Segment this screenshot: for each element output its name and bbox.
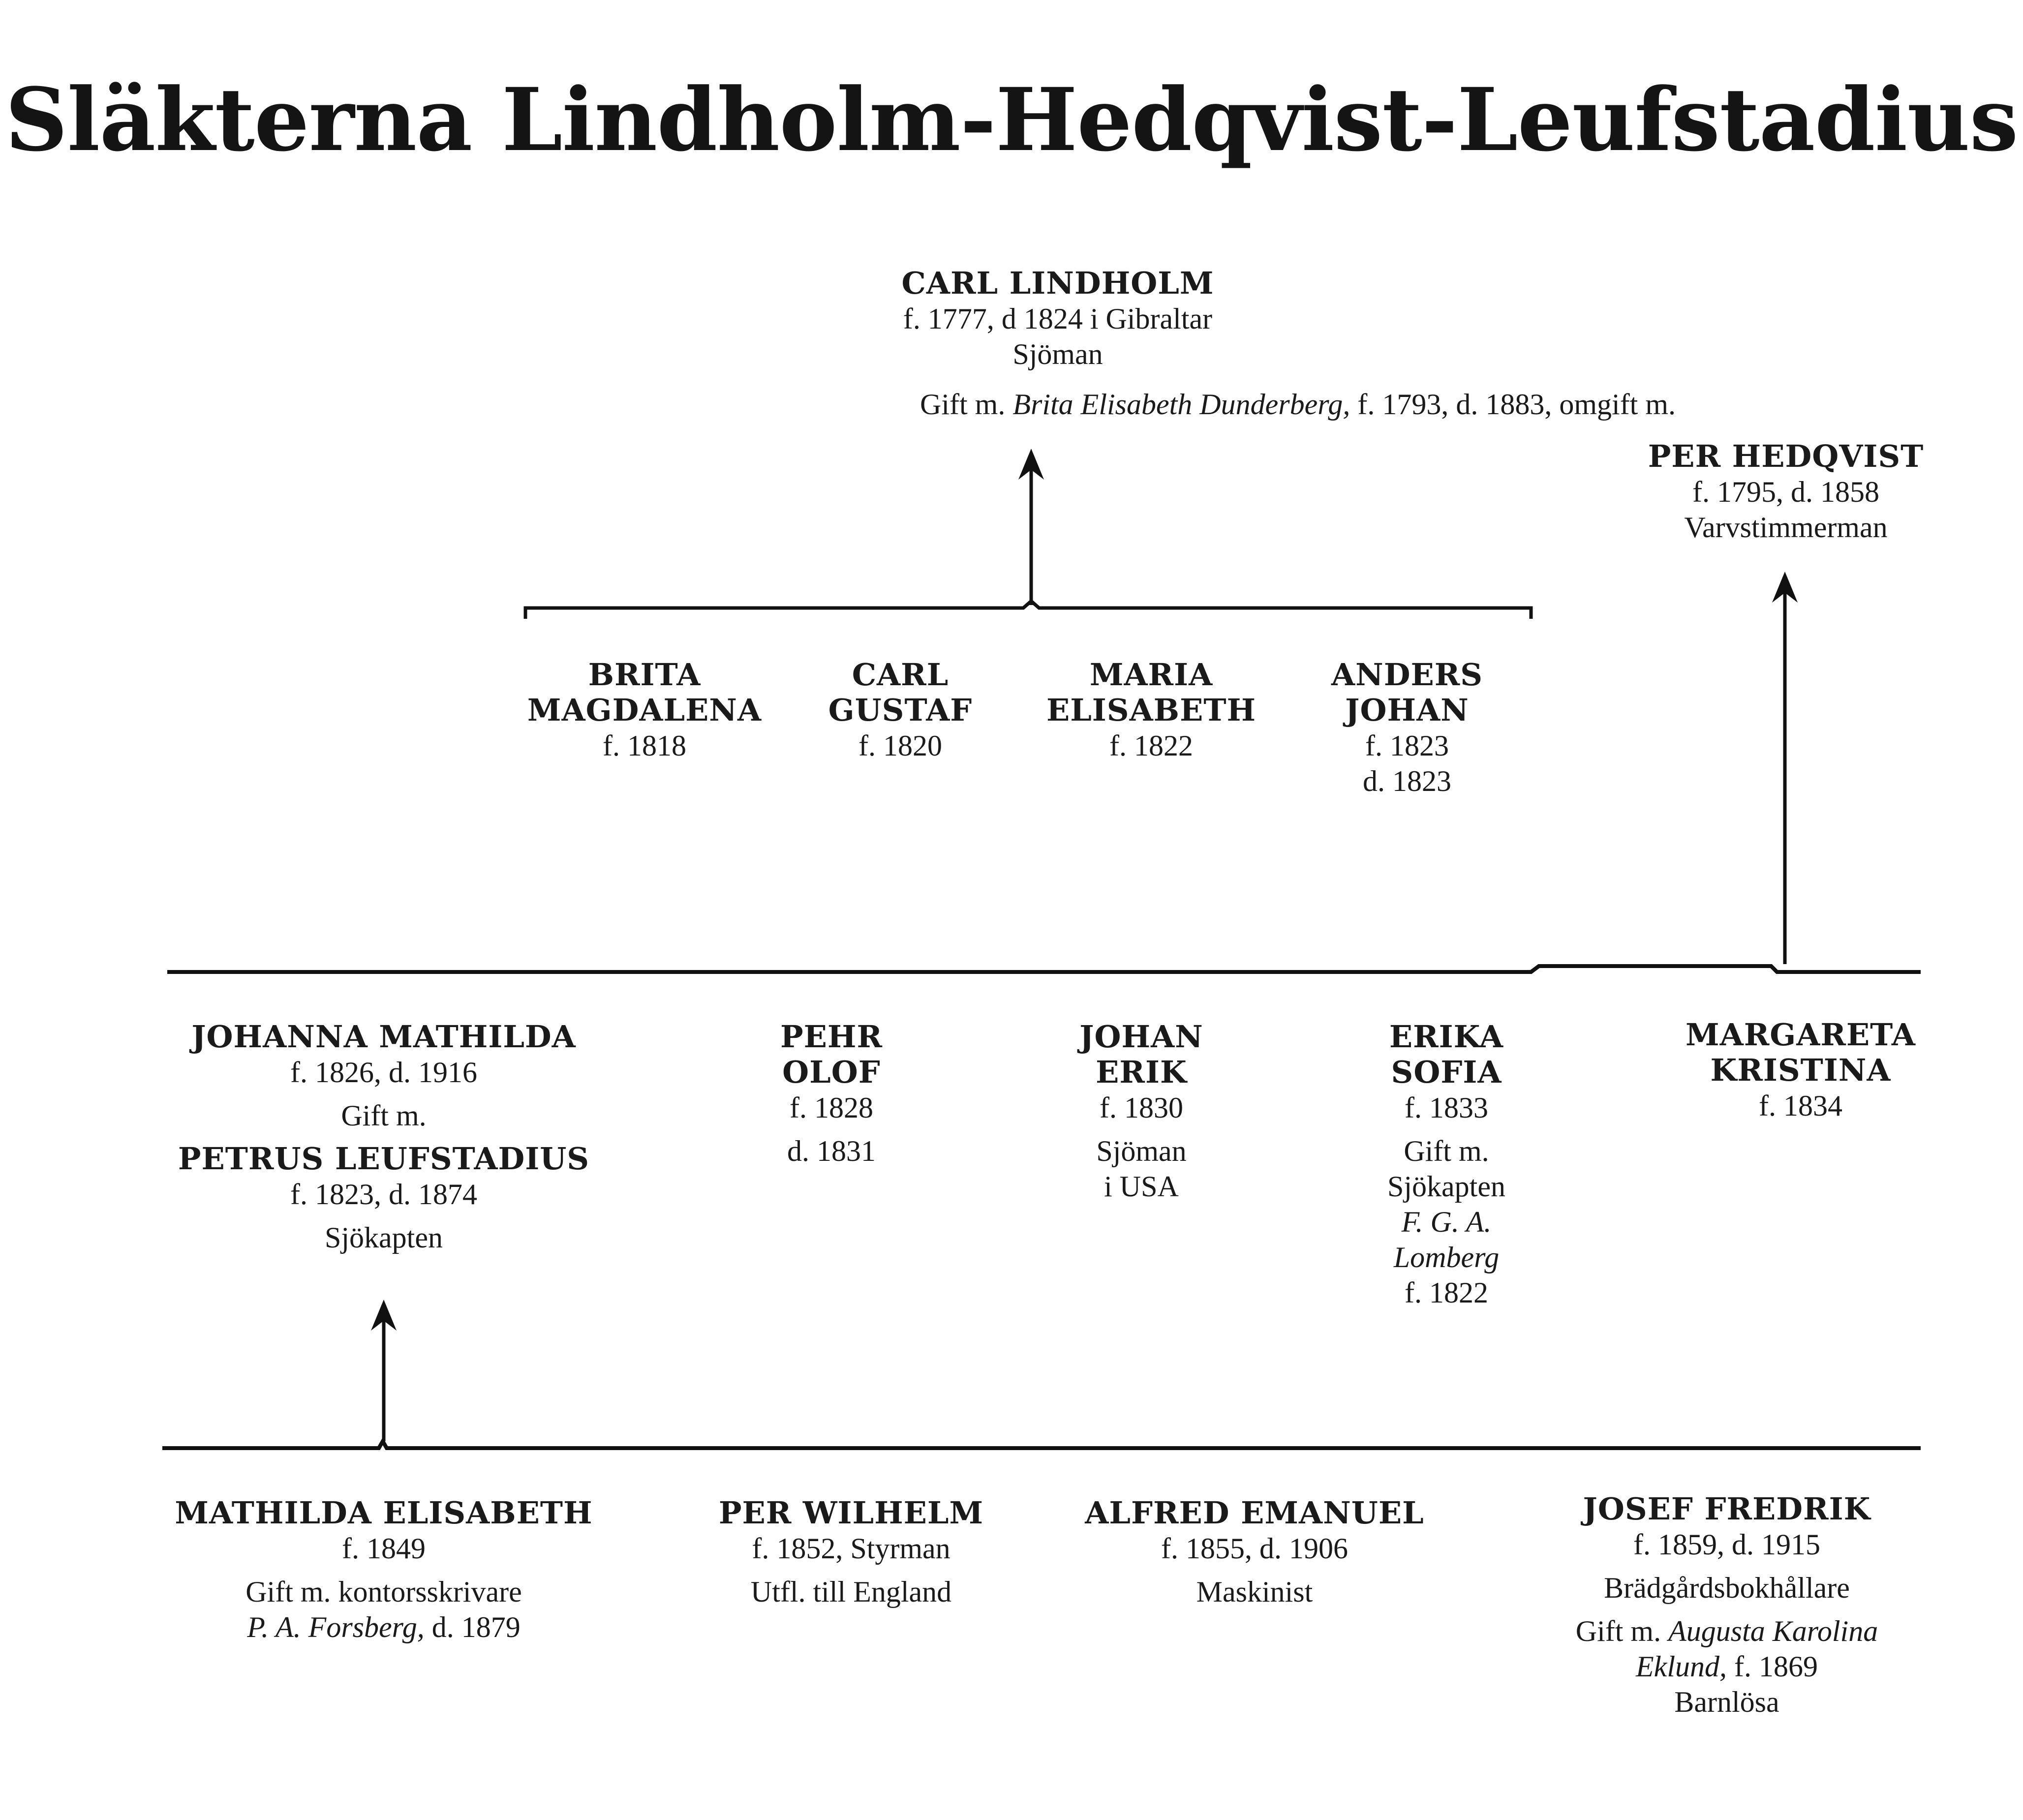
line-leufstadius-children: [162, 1441, 1921, 1448]
spouse-occupation: Sjökapten: [1387, 1170, 1505, 1203]
person-name: PEHR OLOF: [780, 1019, 883, 1090]
person-occupation: Sjöman: [1096, 1135, 1187, 1167]
person-dates: f. 1859, d. 1915: [1633, 1528, 1820, 1561]
person-birth: f. 1834: [1759, 1090, 1842, 1122]
person-per-hedqvist: [1614, 439, 1958, 545]
person-name: PER HEDQVIST: [1648, 438, 1924, 474]
spouse-line: [148, 1609, 620, 1645]
spouse-surname: Eklund,: [1636, 1650, 1727, 1683]
person-name: ERIKA SOFIA: [1389, 1019, 1504, 1090]
person-name: JOHAN ERIK: [1079, 1019, 1203, 1090]
person-occupation: Varvstimmerman: [1684, 511, 1888, 544]
person-johanna-mathilda: [148, 1019, 620, 1255]
spouse-line-2: [1505, 1649, 1948, 1684]
person-dates: f. 1855, d. 1906: [1161, 1532, 1348, 1565]
person-birth: f. 1852, Styrman: [752, 1532, 950, 1565]
person-anders-johan: [1299, 657, 1515, 799]
person-name: MATHILDA ELISABETH: [175, 1495, 593, 1531]
spouse-name: Brita Elisabeth Dunderberg,: [1012, 388, 1350, 421]
person-name: ALFRED EMANUEL: [1085, 1495, 1424, 1531]
person-birth: f. 1849: [342, 1532, 426, 1565]
person-margareta-kristina: [1624, 1017, 1978, 1123]
spouse-prefix: Gift m.: [1575, 1615, 1661, 1647]
person-name: CARL LINDHOLM: [901, 265, 1214, 301]
person-maria-elisabeth: [1023, 657, 1279, 763]
person-dates: f. 1826, d. 1916: [290, 1056, 477, 1089]
person-name: JOSEF FREDRIK: [1583, 1491, 1871, 1527]
person-dates: f. 1822: [1109, 729, 1193, 762]
spouse-prefix: Gift m.: [920, 388, 1006, 421]
person-marriage: Gift m. kontorsskrivare: [245, 1576, 522, 1608]
spouse-dates: f. 1823, d. 1874: [290, 1178, 477, 1211]
person-occupation: Brädgårdsbokhållare: [1604, 1572, 1850, 1604]
person-carl-lindholm: [836, 266, 1279, 372]
person-brita-magdalena: [512, 657, 777, 763]
person-marriage: Gift m.: [341, 1099, 427, 1132]
person-dates: f. 1777, d 1824 i Gibraltar: [903, 303, 1213, 335]
chart-title: Släkterna Lindholm-Hedqvist-Leufstadius: [5, 69, 2018, 171]
spouse-birth: f. 1869: [1726, 1650, 1818, 1683]
spouse-first-names: Augusta Karolina: [1668, 1615, 1878, 1647]
spouse-line-1: [1505, 1613, 1948, 1649]
person-occupation: Sjöman: [1012, 338, 1103, 370]
spouse-name: P. A. Forsberg,: [247, 1611, 425, 1643]
person-birth: f. 1823: [1365, 729, 1449, 762]
person-mathilda-elisabeth: [148, 1495, 620, 1645]
spouse-dates: f. 1793, d. 1883, omgift m.: [1357, 388, 1676, 421]
person-name: ANDERS JOHAN: [1331, 657, 1483, 728]
person-emigration: Utfl. till England: [750, 1576, 952, 1608]
spouse-occupation: Sjökapten: [325, 1221, 443, 1254]
root-spouse-line: [920, 388, 1676, 422]
person-alfred-emanuel: [1063, 1495, 1446, 1609]
person-occupation: Maskinist: [1196, 1576, 1313, 1608]
person-name: PER WILHELM: [718, 1495, 984, 1531]
person-childless: Barnlösa: [1674, 1686, 1779, 1718]
spouse-surname: Lomberg: [1393, 1241, 1500, 1274]
person-per-wilhelm: [679, 1495, 1023, 1609]
person-dates: f. 1820: [858, 729, 942, 762]
spouse-initials: F. G. A.: [1401, 1206, 1492, 1238]
person-birth: f. 1833: [1405, 1092, 1488, 1124]
person-carl-gustaf: [787, 657, 1013, 763]
person-johan-erik: [1023, 1019, 1259, 1204]
spouse-death: d. 1879: [424, 1611, 521, 1643]
bracket-lindholm-children: [525, 601, 1531, 619]
person-name: MARGARETA KRISTINA: [1686, 1017, 1916, 1088]
person-name: MARIA ELISABETH: [1046, 657, 1257, 728]
person-location: i USA: [1104, 1170, 1179, 1203]
person-death: d. 1823: [1363, 765, 1451, 797]
spouse-name: PETRUS LEUFSTADIUS: [178, 1141, 590, 1177]
person-name: BRITA MAGDALENA: [527, 657, 762, 728]
person-birth: f. 1830: [1100, 1092, 1183, 1124]
person-erika-sofia: [1328, 1019, 1564, 1310]
person-death: d. 1831: [787, 1135, 876, 1167]
spouse-birth: f. 1822: [1405, 1276, 1488, 1309]
person-dates: f. 1795, d. 1858: [1692, 476, 1879, 508]
person-josef-fredrik: [1505, 1491, 1948, 1720]
person-marriage: Gift m.: [1404, 1135, 1489, 1167]
line-hedqvist-children: [167, 966, 1921, 972]
person-birth: f. 1828: [790, 1092, 873, 1124]
person-dates: f. 1818: [603, 729, 686, 762]
person-name: CARL GUSTAF: [828, 657, 973, 728]
person-pehr-olof: [708, 1019, 954, 1169]
person-name: JOHANNA MATHILDA: [191, 1019, 576, 1055]
